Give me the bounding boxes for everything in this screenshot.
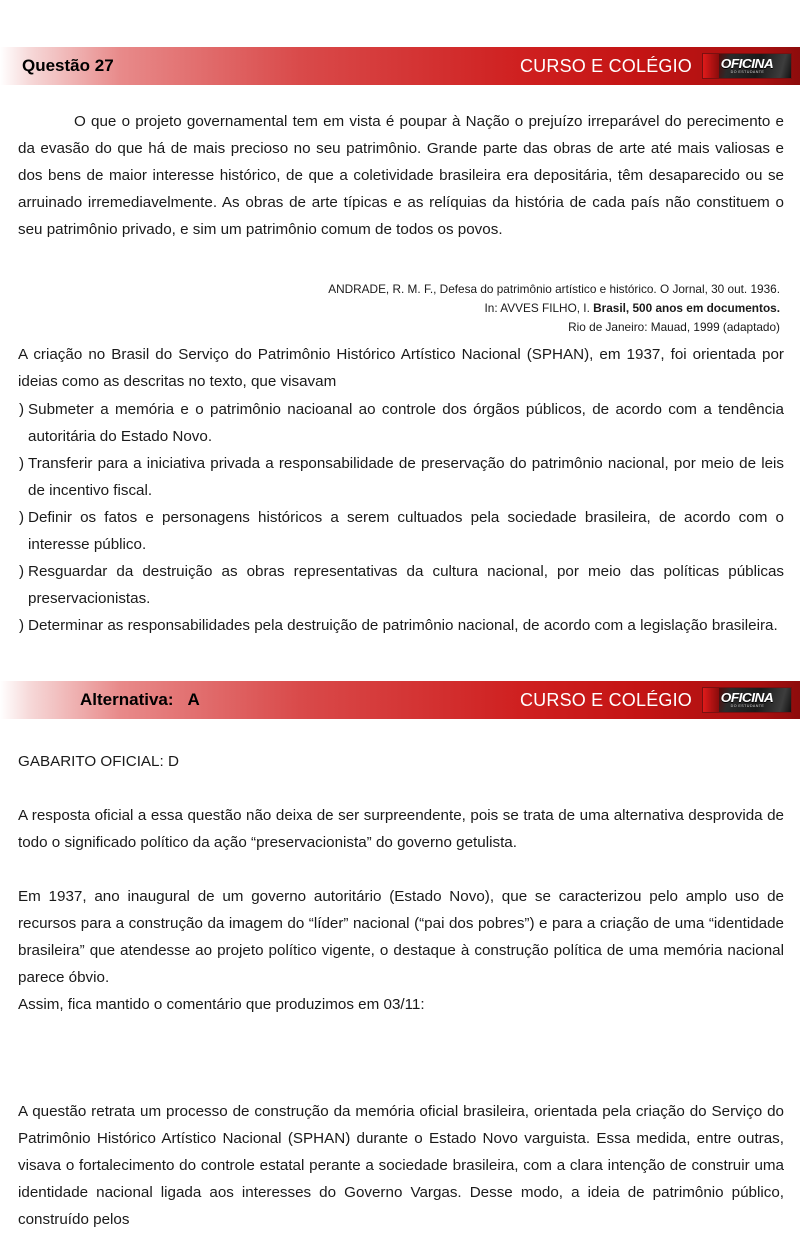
answer-banner-brand-group: [520, 687, 800, 713]
source-line-2: [18, 299, 784, 318]
alternative-text: Determinar as responsabilidades pela destruição de patrimônio nacional, de acordo com a legislação brasileira.: [28, 617, 778, 634]
oficina-logo-icon: [702, 687, 792, 713]
alternative-text: Submeter a memória e o patrimônio nacioanal ao controle dos órgãos públicos, de acordo com a tendência autoritária do Estado Novo.: [28, 401, 784, 445]
stimulus-paragraph: O que o projeto governamental tem em vista é poupar à Nação o prejuízo irreparável do perecimento e da evasão do que há de mais precioso no seu patrimônio. Grande parte das obras de arte até mais valiosas e dos bens de maior interesse histórico, de que a coletividade brasileira era depositária, têm desaparecido ou se arruinado irremediavelmente. As obras de arte típicas e as relíquias da história de cada país não constituem o seu patrimônio privado, e sim um patrimônio comum de todos os povos.: [18, 113, 784, 238]
alternative-marker: ): [18, 563, 24, 580]
commentary-paragraph-3: Assim, fica mantido o comentário que produzimos em 03/11:: [18, 996, 425, 1013]
alternative-marker: ): [18, 509, 24, 526]
brand-name: CURSO E COLÉGIO: [519, 689, 692, 710]
commentary-block-4: [18, 1098, 784, 1233]
question-stem-block: [18, 341, 784, 395]
alternative-e[interactable]: [18, 612, 784, 639]
logo-subtitle: DO ESTUDANTE: [730, 704, 764, 708]
answer-banner: [0, 681, 800, 719]
source-line-2-title: Brasil, 500 anos em documentos.: [593, 301, 780, 315]
official-answer: GABARITO OFICIAL: D: [18, 753, 179, 770]
page-title: Questão 27: [22, 56, 114, 75]
alternativa-value: A: [187, 690, 200, 709]
commentary-paragraph-1: A resposta oficial a essa questão não deixa de ser surpreendente, pois se trata de uma alternativa desprovida de todo o significado político da ação “preservacionista” do governo getulista.: [18, 807, 784, 851]
alternative-a[interactable]: [18, 396, 784, 450]
source-line-2-prefix: In: AVVES FILHO, I.: [484, 301, 594, 315]
stimulus-block: [18, 108, 784, 243]
oficina-logo-icon: [702, 53, 792, 79]
source-line-3: Rio de Janeiro: Mauad, 1999 (adaptado): [568, 320, 780, 334]
alternative-text: Definir os fatos e personagens históricos a serem cultuados pela sociedade brasileira, de acordo com o interesse público.: [28, 509, 784, 553]
alternative-b[interactable]: [18, 450, 784, 504]
alternativa-label: Alternativa:: [80, 690, 174, 709]
brand-name: CURSO E COLÉGIO: [519, 55, 692, 76]
official-answer-block: [18, 748, 784, 775]
commentary-paragraph-2: Em 1937, ano inaugural de um governo autoritário (Estado Novo), que se caracterizou pelo amplo uso de recursos para a construção da imagem do “líder” nacional (“pai dos pobres”) e para a criação de uma “identidade brasileira” que atendesse ao projeto político vigente, o destaque à construção política de uma memória nacional parece óbvio.: [18, 888, 784, 986]
alternative-text: Resguardar da destruição as obras representativas da cultura nacional, por meio das políticas públicas preservacionistas.: [28, 563, 784, 607]
commentary-block-3: [18, 991, 784, 1018]
commentary-paragraph-4: A questão retrata um processo de construção da memória oficial brasileira, orientada pela criação do Serviço do Patrimônio Histórico Artístico Nacional (SPHAN) durante o Estado Novo varguista. Essa medida, entre outras, visava o fortalecimento do controle estatal perante a sociedade brasileira, com a clara intenção de construir uma identidade nacional ligada aos interesses do Governo Vargas. Desse modo, a ideia de patrimônio público, construído pelos: [18, 1103, 784, 1228]
question-header-banner: [0, 47, 800, 85]
source-citation: [18, 280, 784, 337]
logo-wordmark: OFICINA: [720, 690, 774, 705]
logo-subtitle: DO ESTUDANTE: [730, 70, 764, 74]
alternative-c[interactable]: [18, 504, 784, 558]
header-brand-group: [520, 53, 800, 79]
alternatives-list: [18, 396, 784, 639]
commentary-block-2: [18, 883, 784, 991]
alternative-marker: ): [18, 401, 24, 418]
alternative-d[interactable]: [18, 558, 784, 612]
alternative-text: Transferir para a iniciativa privada a responsabilidade de preservação do patrimônio nacional, por meio de leis de incentivo fiscal.: [28, 455, 784, 499]
question-stem: A criação no Brasil do Serviço do Patrimônio Histórico Artístico Nacional (SPHAN), em 1937, foi orientada por ideias como as descritas no texto, que visavam: [18, 346, 784, 390]
alternative-marker: ): [18, 455, 24, 472]
commentary-block-1: [18, 802, 784, 856]
alternative-marker: ): [18, 617, 24, 634]
logo-wordmark: OFICINA: [720, 56, 774, 71]
source-line-1: ANDRADE, R. M. F., Defesa do patrimônio artístico e histórico. O Jornal, 30 out. 1936.: [328, 282, 780, 296]
